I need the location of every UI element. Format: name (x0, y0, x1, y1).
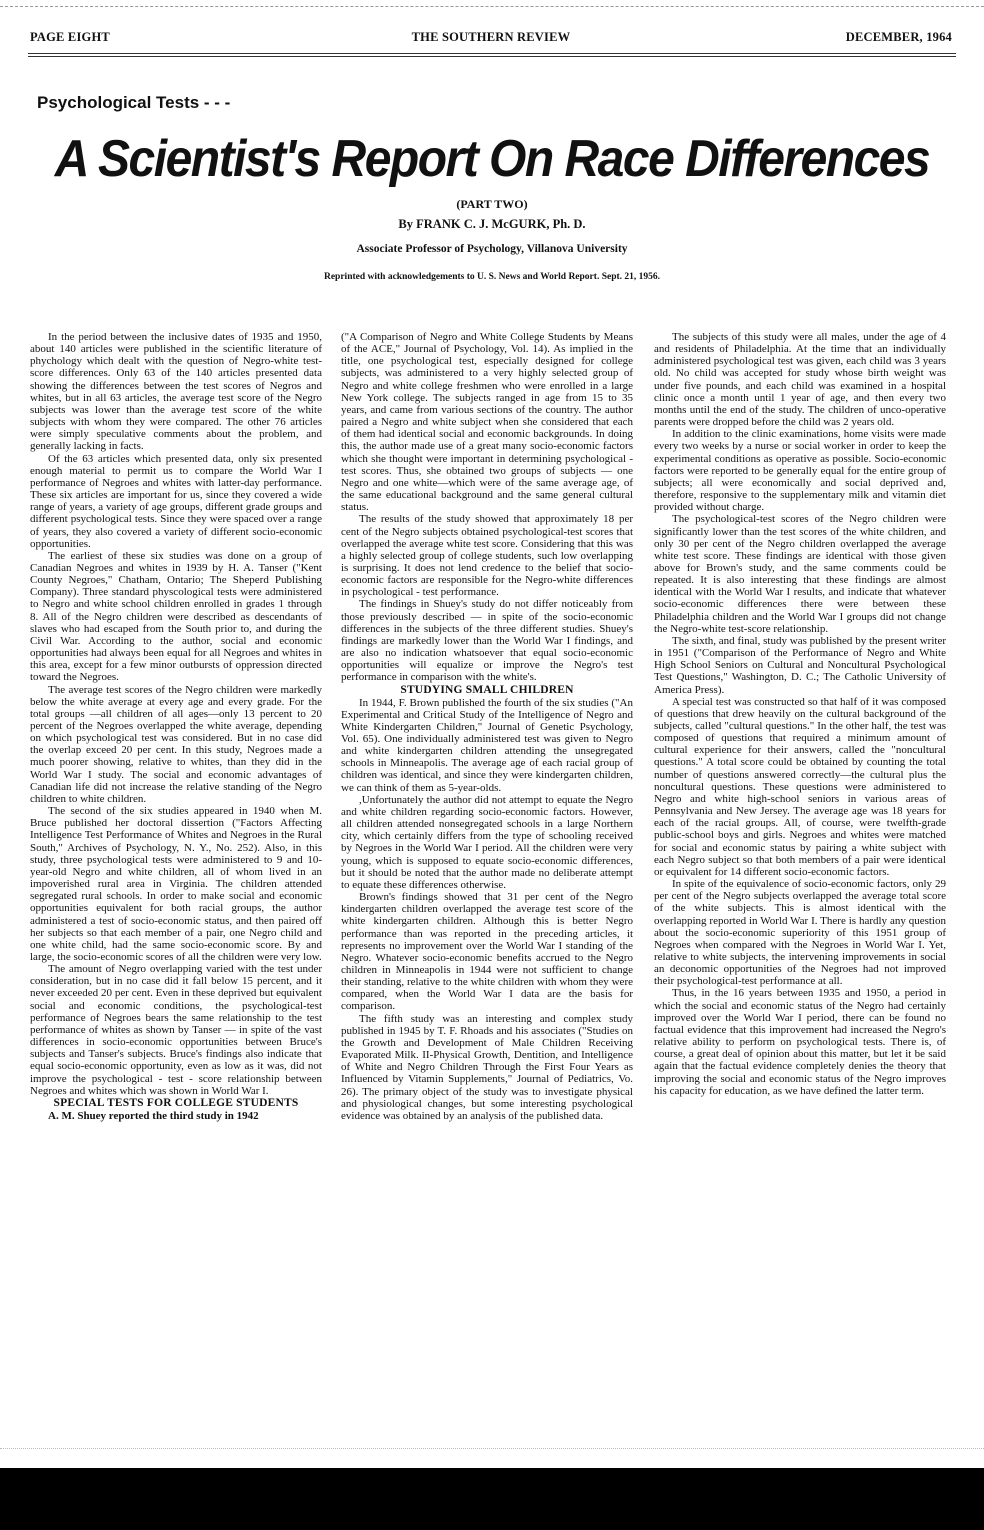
article-column-3 (654, 331, 946, 1097)
article-column-2 (341, 331, 633, 1122)
body-paragraph: The psychological-test scores of the Negro children were significantly lower than the test scores of the white children, and only 30 per cent of the Negro children overlapped the average white test score. These findings are identical with those given above for Brown's study, and the same comments could be repeated. It is also interesting that these findings are almost identical with the World War I results, and indicate that whatever socio-economic differences there were between these Philadelphia children and the World War I groups did not change the Negro-white test-score relationship. (654, 513, 946, 635)
section-heading: STUDYING SMALL CHILDREN (400, 683, 574, 696)
body-paragraph: The sixth, and final, study was published by the present writer in 1951 ("Comparison of the Performance of Negro and White High School Seniors on Cultural and Noncultural Psychological Test Questions," Washington, D. C.; The Catholic University of America Press). (654, 634, 946, 696)
publication-name: THE SOUTHERN REVIEW (411, 30, 571, 44)
body-paragraph: The amount of Negro overlapping varied with the test under consideration, but in no case did it fall below 15 percent, and it never exceeded 20 per cent. Even in these deprived but equivalent social and economic conditions, the psychological-test performance of Negroes bears the same relationship to the test performance of whites as shown by Tanser — in spite of the vast differences in socio-economic opportunities between Bruce's subjects and Tanser's subjects. Bruce's findings also indicate that equal socio-economic opportunity, even as low as it was, did not improve the psychological - test - score relationship between Negroes and whites which was shown in World War I. (30, 963, 322, 1097)
body-paragraph: The second of the six studies appeared in 1940 when M. Bruce published her doctoral dissertion ("Factors Affecting Intelligence Test Performance of Whites and Negroes in the Rural South," Archives of Psychology, N. Y., No. 252). Also, in this study, three psychological tests were administered to 9 and 10-year-old Negro and white children, all of whom lived in an impoverished rural area in Virginia. The children attended segregated rural schools. In order to make social and economic opportunities equivalent for both racial groups, the author administered a test of socio-economic status, and then paired off her subjects so that each member of a pair, one Negro child and one white child, had the same socio-economic score. By and large, the socio-economic scores of all the children were very low. (30, 805, 322, 963)
body-paragraph: In 1944, F. Brown published the fourth of the six studies ("An Experimental and Critical Study of the Intelligence of Negro and White Kindergarten Children," Journal of Genetic Psychology, Vol. 65). One individually administered test was given to Negro and white kindergarten children attending the unsegregated schools in Minneapolis. The average age of each racial group of children was identical, and since they were kindergarten children, we can think of them as 5-year-olds. (341, 696, 633, 794)
page-number: PAGE EIGHT (30, 30, 110, 44)
body-paragraph: The subjects of this study were all males, under the age of 4 and residents of Philadelphia. At the time that an individually administered psychological test was given, each child was 3 years old. No child was accepted for study whose birth weight was under five pounds, and each child was examined in a hospital clinic once a month until 1 year of age, and then every two months until the end of the study. The children of unco-operative parents were dropped before the child was 2 years old. (654, 331, 946, 429)
body-paragraph: Of the 63 articles which presented data, only six presented enough material to permit us to compare the World War I performance of Negroes and whites with latter-day performance. These six articles are important for us, since they covered a wide range of years, a variety of age groups, different grade groups and different psychological tests. Since they were spaced over a range of years, they also covered a variety of different socio-economic opportunities. (30, 452, 322, 550)
body-paragraph: A special test was constructed so that half of it was composed of questions that drew heavily on the cultural background of the subjects, called "cultural questions." In the other half, the test was composed of questions that required a minimum amount of cultural experience for their answers, called the "noncultural questions." A total score could be obtained by counting the total number of questions answered correctly—the cultural plus the noncultural questions. These questions were administered to Negro and white high-school seniors in various areas of Pennsylvania and New Jersey. The average age was 18 years for each of the racial groups. All, of course, were twelfth-grade public-school boys and girls. Negroes and whites were matched for social and economic status by pairing a white subject with each Negro subject so that both members of a pair were identical or equivalent for 14 different socio-economic factors. (654, 695, 946, 878)
body-paragraph: The results of the study showed that approximately 18 per cent of the Negro subjects obtained psychological-test scores that overlapped the average white test score. Considering that this was a highly selected group of college students, such low overlapping is surprising. It does not lend credence to the belief that socio-economic factors are responsible for the Negro-white differences in psychological - test performance. (341, 513, 633, 599)
body-paragraph: A. M. Shuey reported the third study in 1942 (48, 1109, 259, 1122)
headline: A Scientist's Report On Race Differences (54, 130, 930, 189)
body-paragraph: Thus, in the 16 years between 1935 and 1950, a period in which the social and economic status of the Negro had certainly improved over the World War I period, there can be found no factual evidence that this improvement had increased the Negro's relative ability to perform on psychological tests. There is, of course, a great deal of opinion about this matter, but let it be said again that the factual evidence completely denies the theory that improving the social and economic status of the Negro improves his capacity for education, as we have defined the latter term. (654, 987, 946, 1097)
body-paragraph: In addition to the clinic examinations, home visits were made every two weeks by a nurse or social worker in order to keep the experimental conditions as operative as possible. Socio-economic factors were reported to be generally equal for the entire group of subjects; all were economically and social deprived and, therefore, responsive to the supplementary milk and vitamin diet provided without charge. (654, 428, 946, 514)
article-column-1 (30, 331, 322, 1122)
section-heading: SPECIAL TESTS FOR COLLEGE STUDENTS (53, 1096, 299, 1109)
body-paragraph: The earliest of these six studies was done on a group of Canadian Negroes and whites in 1939 by H. A. Tanser ("Kent County Negroes," Chatham, Ontario; The Sheperd Publishing Company). Three standard physcological tests were administered to Negro and white school children enrolled in grades 1 through 8. All of the Negro children were described as descendants of slaves who had escaped from the South prior to, and during the Civil War. According to the author, social and economic opportunities had always been equal for all Negroes and whites in this area, except for a few minor outbursts of oppression directed toward the Negroes. (30, 549, 322, 684)
header-rule (28, 53, 956, 54)
scan-bottom-band (0, 1468, 984, 1530)
part-label: (PART TWO) (456, 197, 528, 211)
byline: By FRANK C. J. McGURK, Ph. D. (398, 217, 586, 231)
bottom-scan-dots (0, 1448, 984, 1449)
body-paragraph: ("A Comparison of Negro and White College Students by Means of the ACE," Journal of Psychology, Vol. 14). As implied in the title, one psychological test, especially designed for college subjects, was administered to a very highly selected group of Negro and white college freshmen who were enrolled in a large New York college. The subjects ranged in age from 15 to 35 years, and came from various sections of the country. The author paired a Negro and white subject when she considered that each of them had identical social and economic backgrounds. In doing this, the author made use of a great many socio-economic factors which she thought were important in determining psychological - test scores. Thus, she obtained two groups of subjects — one Negro and one white—which were of the same average age, of the same educational background and the same general cultural status. (341, 331, 633, 514)
running-head (30, 30, 952, 50)
body-paragraph: Brown's findings showed that 31 per cent of the Negro kindergarten children overlapped the average test score of the white kindergarten children. Although this is better Negro performance than was reported in the preceding articles, it represents no improvement over the World War I standing of the Negro. Whatever socio-economic benefits accrued to the Negro children in Minneapolis in 1944 were not sufficient to change their standing, relative to the white children with whom they were compared, when the World War I data are the basis for comparison. (341, 891, 633, 1013)
top-edge-rule (0, 6, 984, 7)
body-paragraph: The average test scores of the Negro children were markedly below the white average at every age and every grade. For the total groups —all children of all ages—only 13 percent to 20 percent of the Negroes overlapped the white average, depending on which psychological test was considered. But in no case did the overlap exceed 20 per cent. In this study, Negroes made a much poorer showing, relative to whites, than they did in the World War I study. The social and economic advantages of Canadian life did not increase the relative standing of the Negro children to white children. (30, 683, 322, 805)
body-paragraph: In spite of the equivalence of socio-economic factors, only 29 per cent of the Negro subjects overlapped the average total score of the white subjects. This is almost identical with the overlapping reported in World War I. There is hardly any question about the socio-economic superiority of this 1951 group of Negroes when compared with the Negroes in World War I. Yet, relative to white subjects, the intervening improvements in social an deconomic opportunities of the Negroes had not improved their psychological-test performance at all. (654, 878, 946, 988)
kicker: Psychological Tests - - - (37, 93, 231, 112)
issue-date: DECEMBER, 1964 (845, 30, 952, 44)
reprint-note: Reprinted with acknowledgements to U. S. News and World Report. Sept. 21, 1956. (323, 272, 661, 282)
body-paragraph: The fifth study was an interesting and complex study published in 1945 by T. F. Rhoads and his associates ("Studies on the Growth and Development of Male Children Receiving Evaporated Milk. II-Physical Growth, Dentition, and Intelligence of White and Negro Children Through the First Four Years as Influenced by Vitamin Supplements," Journal of Pediatrics, Vo. 26). The primary object of the study was to investigate physical and physiological changes, but some interesting psychological evidence was obtained by an analysis of the published data. (341, 1012, 633, 1122)
header-rule-double (28, 56, 956, 57)
body-paragraph: The findings in Shuey's study do not differ noticeably from those previously described — in spite of the socio-economic differences in the subjects of the three different studies. Shuey's findings are markedly lower than the World War I findings, and are also no indication whatsoever that equal socio-economic opportunities will equalize or improve the Negro's test performance in comparison with the white's. (341, 598, 633, 684)
body-paragraph: ,Unfortunately the author did not attempt to equate the Negro and white children regarding socio-economic factors. However, all children attended nonsegregated schools in a large Northern city, which certainly differs from the type of schooling received by Negroes in the World War I period. All the children were very young, which is supposed to equate socio-economic differences, but it should be noted that the author made no deliberate attempt to equate these differences otherwise. (341, 793, 633, 891)
body-paragraph: In the period between the inclusive dates of 1935 and 1950, about 140 articles were published in the scientific literature of phychology which dealt with the question of Negro-white test-score differences. Only 63 of the 140 articles presented data showing the differences between the test scores of Negros and whites, but in all 63 articles, the average test score of the Negro subjects was lower than the average test score of the white subjects with whom they were compared. The other 76 articles were simply speculative comments about the problem, and generally lacking in facts. (30, 331, 322, 453)
author-affiliation: Associate Professor of Psychology, Villanova University (356, 243, 628, 255)
